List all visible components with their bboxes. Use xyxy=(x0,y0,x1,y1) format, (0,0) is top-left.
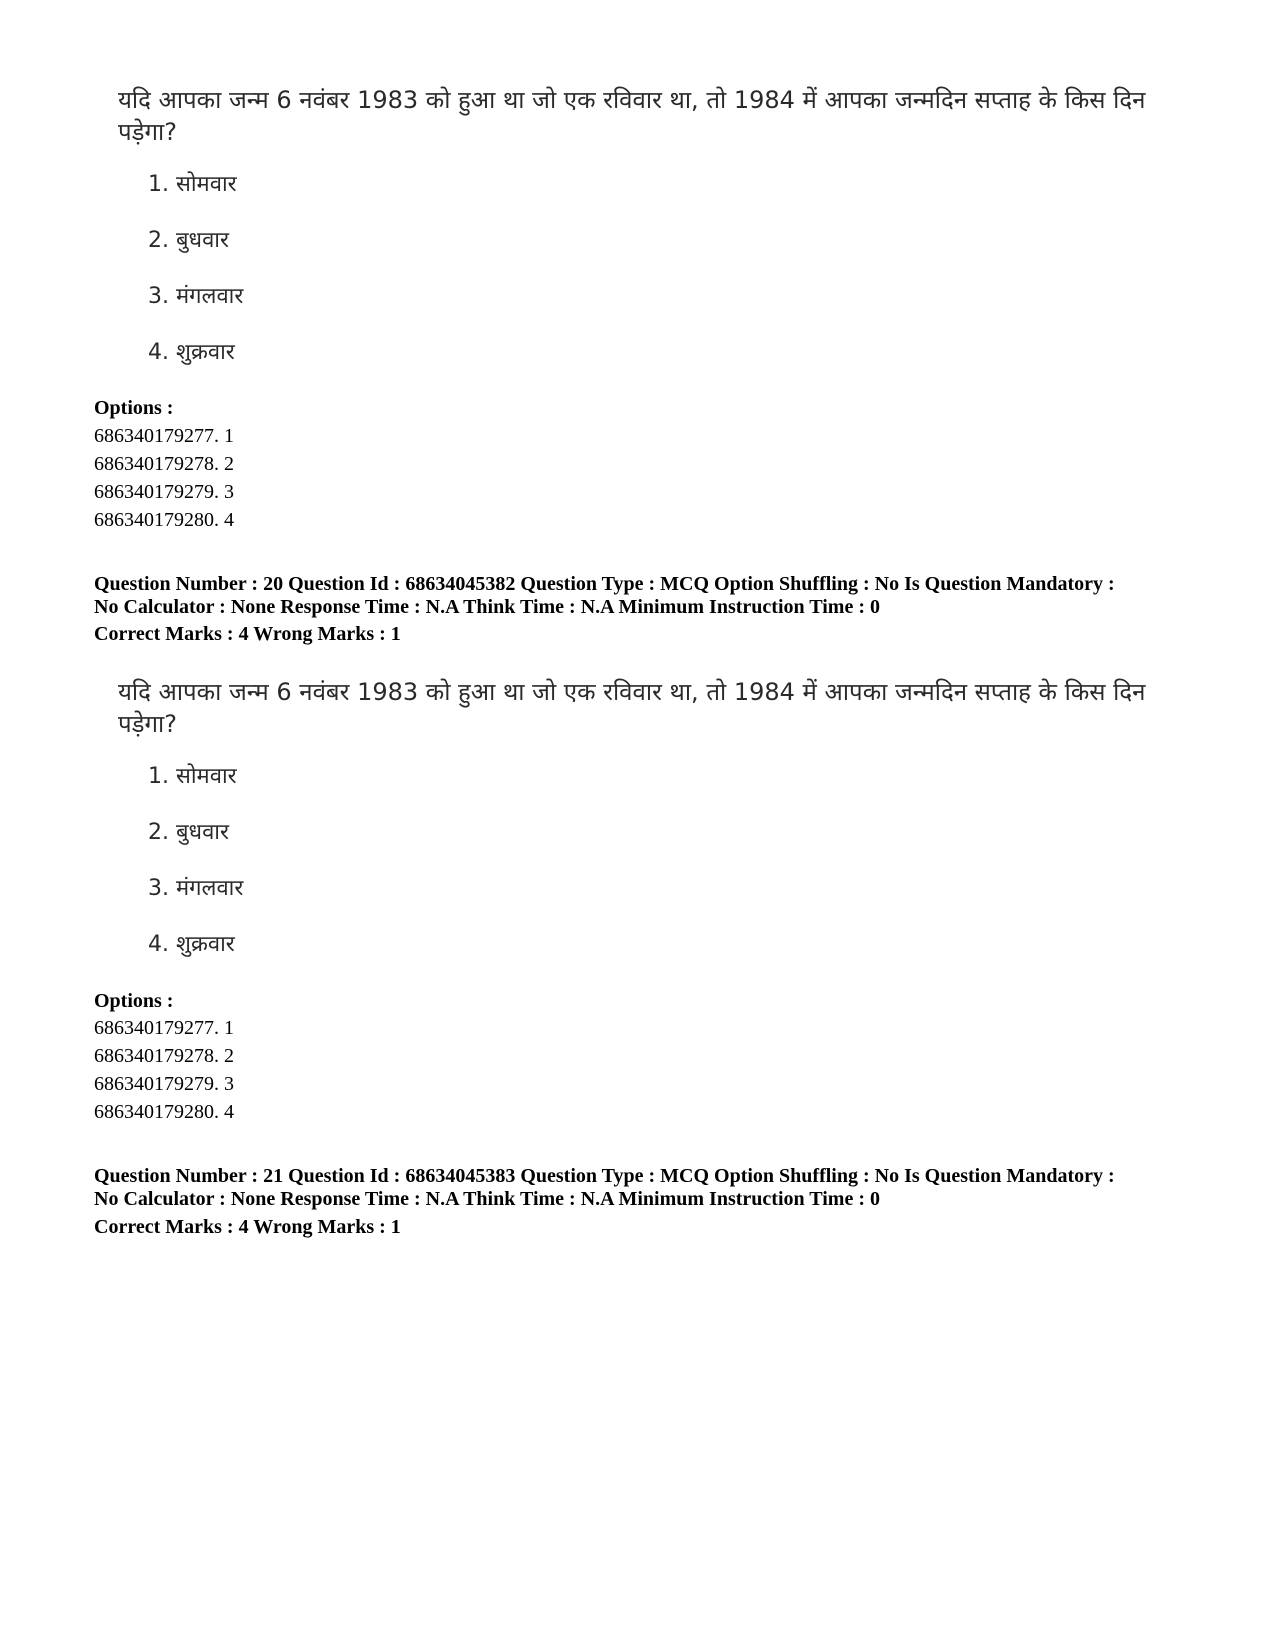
option-id-2: 686340179278. 2 xyxy=(94,1045,234,1067)
question-20-image-block xyxy=(118,676,1178,957)
choice-3: 3. मंगलवार xyxy=(148,876,244,901)
question-text: यदि आपका जन्म 6 नवंबर 1983 को हुआ था जो एक रविवार था, तो 1984 में आपका जन्मदिन सप्ताह के किस दिन पड़ेगा? xyxy=(118,678,1146,738)
choice-1: 1. सोमवार xyxy=(148,764,237,789)
options-label: Options : xyxy=(94,397,174,419)
option-id-2: 686340179278. 2 xyxy=(94,453,234,475)
option-id-1: 686340179277. 1 xyxy=(94,1017,234,1039)
choice-4: 4. शुक्रवार xyxy=(148,340,235,365)
option-id-4: 686340179280. 4 xyxy=(94,509,234,531)
question-19-image-block xyxy=(118,84,1178,365)
option-id-3: 686340179279. 3 xyxy=(94,1073,234,1095)
question-21-marks: Correct Marks : 4 Wrong Marks : 1 xyxy=(94,1216,401,1238)
choice-3: 3. मंगलवार xyxy=(148,284,244,309)
choice-2: 2. बुधवार xyxy=(148,228,230,253)
option-id-3: 686340179279. 3 xyxy=(94,481,234,503)
options-label: Options : xyxy=(94,990,174,1012)
option-id-1: 686340179277. 1 xyxy=(94,425,234,447)
choice-1: 1. सोमवार xyxy=(148,172,237,197)
question-20-marks: Correct Marks : 4 Wrong Marks : 1 xyxy=(94,623,401,645)
question-21-header-line2: No Calculator : None Response Time : N.A Think Time : N.A Minimum Instruction Time : 0 xyxy=(94,1188,880,1210)
question-20-header-line1: Question Number : 20 Question Id : 68634045382 Question Type : MCQ Option Shuffling : No Is Question Mandatory : xyxy=(94,573,1115,595)
choice-2: 2. बुधवार xyxy=(148,820,230,845)
option-id-4: 686340179280. 4 xyxy=(94,1101,234,1123)
question-21-header-line1: Question Number : 21 Question Id : 68634045383 Question Type : MCQ Option Shuffling : No Is Question Mandatory : xyxy=(94,1165,1115,1187)
question-text: यदि आपका जन्म 6 नवंबर 1983 को हुआ था जो एक रविवार था, तो 1984 में आपका जन्मदिन सप्ताह के किस दिन पड़ेगा? xyxy=(118,86,1146,146)
question-20-header-line2: No Calculator : None Response Time : N.A Think Time : N.A Minimum Instruction Time : 0 xyxy=(94,596,880,618)
choice-4: 4. शुक्रवार xyxy=(148,932,235,957)
